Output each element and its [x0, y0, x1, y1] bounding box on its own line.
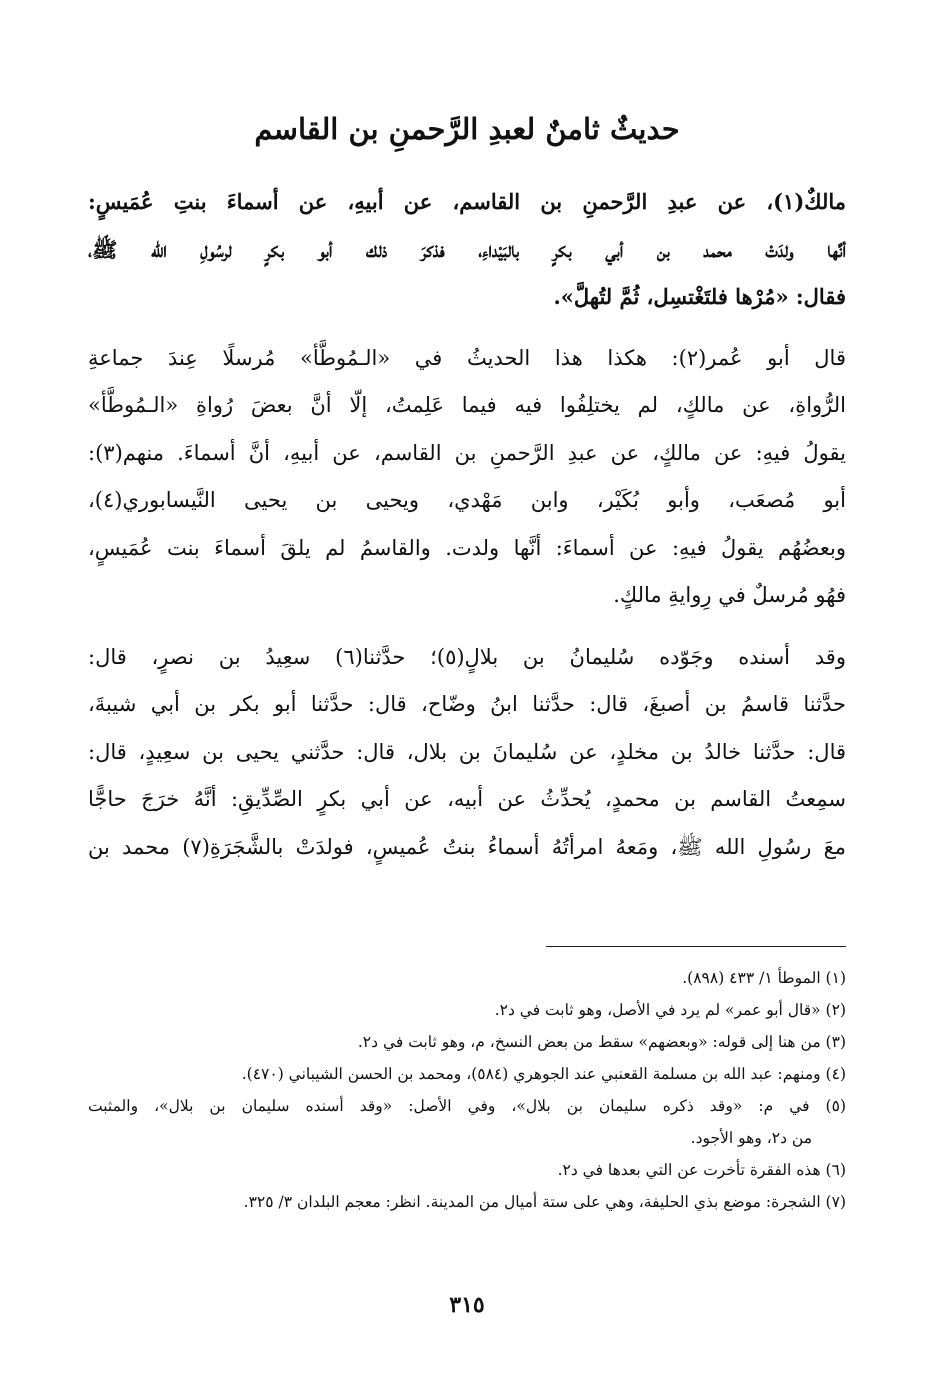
footnote-4 — [88, 1058, 846, 1090]
footnote-line: (٤) ومنهم: عبد الله بن مسلمة القعنبي عند الجوهري (٥٨٤)، ومحمد بن الحسن الشيباني (٤٧٠). — [241, 1065, 846, 1083]
hadith-paragraph — [88, 178, 846, 321]
text-line: أنَّها ولدَتْ محمد بن أبي بكرٍ بالبَيْداءِ، فذكرَ ذلك أبو بكرٍ لرسُولِ الله ﷺ، — [88, 236, 846, 262]
footnotes — [88, 962, 846, 1218]
footnote-line: (٢) «قال أبو عمر» لم يرد في الأصل، وهو ثابت في د٢. — [494, 1001, 846, 1019]
text-line: مالكٌ(١)، عن عبدِ الرَّحمنِ بن القاسم، عن أبيهِ، عن أسماءَ بنتِ عُمَيسٍ: — [88, 189, 846, 214]
text-line: قال أبو عُمر(٢): هكذا هذا الحديثُ في «الـمُوطَّأ» مُرسلًا عِندَ جماعةِ — [88, 345, 846, 370]
footnote-line: (٥) في م: «وقد ذكره سليمان بن بلال»، وفي الأصل: «وقد أسنده سليمان بن بلال»، والمثبت — [88, 1097, 846, 1115]
isnad-paragraph — [88, 634, 846, 872]
footnote-divider — [546, 946, 846, 947]
footnote-3 — [88, 1026, 846, 1058]
text-line: يقولُ فيهِ: عن مالكٍ، عن عبدِ الرَّحمنِ بن القاسم، عن أبيهِ، أنَّ أسماءَ. منهم(٣): — [88, 440, 846, 465]
main-text — [88, 178, 846, 885]
text-line: سمِعتُ القاسم بن محمدٍ، يُحدِّثُ عن أبيه، عن أبي بكرٍ الصِّدِّيقِ: أنَّهُ خرَجَ حاجًّا — [88, 787, 846, 811]
text-line: وبعضُهُم يقولُ فيهِ: عن أسماءَ: أنَّها ولدت. والقاسمُ لم يلقَ أسماءَ بنت عُمَيسٍ، — [88, 535, 846, 560]
text-line: وقد أسنده وجَوّده سُليمانُ بن بلالٍ(٥)؛ حدَّثنا(٦) سعِيدُ بن نصرٍ، قال: — [88, 644, 846, 669]
footnote-7 — [88, 1186, 846, 1218]
footnote-line: (٦) هذه الفقرة تأخرت عن التي بعدها في د٢. — [557, 1161, 846, 1179]
footnote-line: من د٢، وهو الأجود. — [690, 1129, 812, 1147]
commentary-paragraph — [88, 335, 846, 620]
text-line: قال: حدَّثنا خالدُ بن مخلدٍ، عن سُليمانَ بن بلال، قال: حدَّثني يحيى بن سعِيدٍ، قال: — [88, 739, 846, 764]
footnote-line: (٧) الشجرة: موضع بذي الحليفة، وهي على ستة أميال من المدينة. انظر: معجم البلدان ٣/ ٣٢٥. — [243, 1193, 846, 1211]
footnote-line: (١) الموطأ ١/ ٤٣٣ (٨٩٨). — [682, 969, 846, 987]
text-line: فقال: «مُرْها فلتَغْتسِل، ثُمَّ لتُهلَّ». — [553, 284, 846, 309]
footnote-6 — [88, 1154, 846, 1186]
text-line: حدَّثنا قاسمُ بن أصبغَ، قال: حدَّثنا ابنُ وضّاح، قال: حدَّثنا أبو بكر بن أبي شيبةَ، — [88, 692, 846, 716]
text-line: فهُو مُرسلٌ في رِوايةِ مالكٍ. — [613, 583, 846, 607]
hadith-heading: حديثٌ ثامنٌ لعبدِ الرَّحمنِ بن القاسم — [254, 112, 680, 146]
footnote-1 — [88, 962, 846, 994]
page-number: ٣١٥ — [449, 1292, 485, 1318]
text-line: أبو مُصعَب، وأبو بُكَيْر، وابن مَهْدي، ويحيى بن يحيى النَّيسابوري(٤)، — [88, 488, 846, 512]
footnote-line: (٣) من هنا إلى قوله: «وبعضهم» سقط من بعض النسخ، م، وهو ثابت في د٢. — [357, 1033, 846, 1051]
footnote-5 — [88, 1090, 846, 1154]
footnote-2 — [88, 994, 846, 1026]
text-line: الرُّواةِ، عن مالكٍ، لم يختلِفُوا فيه فيما عَلِمتُ، إلّا أنَّ بعضَ رُواةِ «الـمُوطَّأ» — [88, 393, 846, 417]
text-line: معَ رسُولِ الله ﷺ، ومَعهُ امرأتُهُ أسماءُ بنتُ عُميسٍ، فولدَتْ بالشَّجَرَةِ(٧) محمد بن — [88, 834, 846, 859]
